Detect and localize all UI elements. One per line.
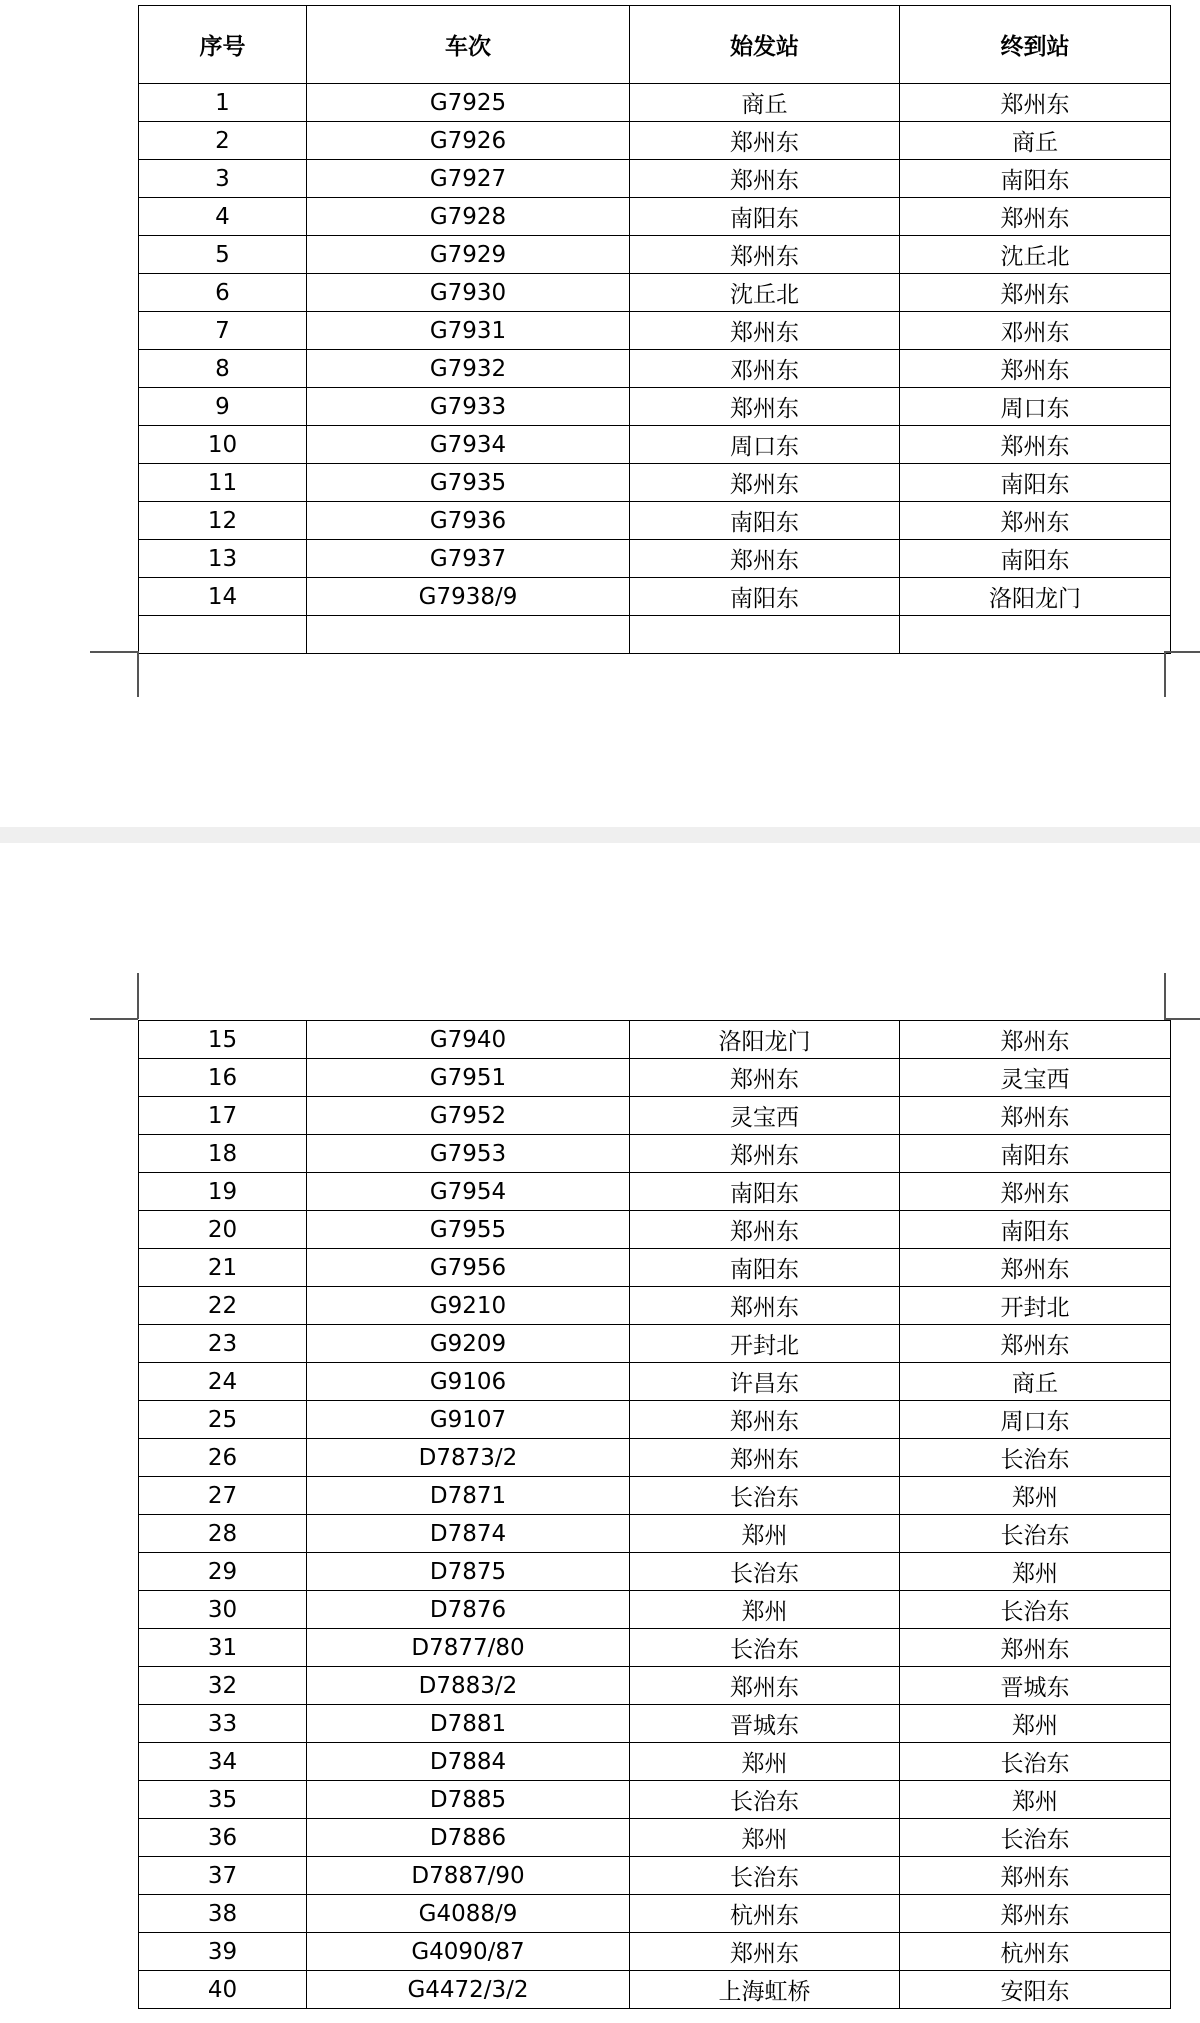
cell-train: G4088/9 [307,1895,630,1933]
cell-train: D7884 [307,1743,630,1781]
table-row [139,236,1171,274]
cell-no: 29 [139,1553,307,1591]
cell-train: G7938/9 [307,578,630,616]
margin-mark [90,651,138,653]
cell-from: 郑州东 [630,540,900,578]
cell-from: 上海虹桥 [630,1971,900,2009]
cell-no: 16 [139,1059,307,1097]
cell-to: 长治东 [900,1743,1171,1781]
cell-from: 杭州东 [630,1895,900,1933]
table-row [139,1477,1171,1515]
cell-train: G9210 [307,1287,630,1325]
table-row [139,1895,1171,1933]
table-row [139,1933,1171,1971]
cell-train: G4472/3/2 [307,1971,630,2009]
cell-from: 洛阳龙门 [630,1021,900,1059]
cell-from: 郑州东 [630,122,900,160]
cell-to: 南阳东 [900,464,1171,502]
cell-to: 郑州东 [900,502,1171,540]
cell-train: G7955 [307,1211,630,1249]
cell-from: 郑州东 [630,236,900,274]
table-row [139,84,1171,122]
cell-to: 郑州东 [900,84,1171,122]
cell-train: D7874 [307,1515,630,1553]
cell-from: 许昌东 [630,1363,900,1401]
cell-to: 长治东 [900,1439,1171,1477]
cell-no: 18 [139,1135,307,1173]
cell-no: 12 [139,502,307,540]
cell-train: G7934 [307,426,630,464]
cell-no: 17 [139,1097,307,1135]
margin-mark [137,973,139,1019]
cell-train: D7883/2 [307,1667,630,1705]
header-train: 车次 [307,6,630,84]
header-from: 始发站 [630,6,900,84]
cell-to: 郑州东 [900,1097,1171,1135]
table-row [139,1971,1171,2009]
cell-to: 郑州东 [900,1857,1171,1895]
cell-to: 郑州东 [900,1173,1171,1211]
cell-from: 郑州东 [630,1667,900,1705]
cell-no: 26 [139,1439,307,1477]
cell-no: 24 [139,1363,307,1401]
table-row [139,312,1171,350]
cell-from: 郑州 [630,1515,900,1553]
table-row [139,1249,1171,1287]
cell-from: 商丘 [630,84,900,122]
cell-from: 郑州东 [630,1135,900,1173]
cell-to: 郑州东 [900,1021,1171,1059]
cell-train: G7940 [307,1021,630,1059]
cell-no: 14 [139,578,307,616]
table-row [139,1515,1171,1553]
cell-from: 长治东 [630,1477,900,1515]
cell-to: 郑州 [900,1705,1171,1743]
table-row [139,1173,1171,1211]
cell-no: 13 [139,540,307,578]
cell-no: 1 [139,84,307,122]
table-row [139,160,1171,198]
train-schedule-table-continued [138,1020,1171,2009]
table-row [139,1629,1171,1667]
table-row [139,502,1171,540]
cell-from: 长治东 [630,1781,900,1819]
cell-to: 郑州 [900,1477,1171,1515]
cell-to: 郑州东 [900,1895,1171,1933]
cell-no: 32 [139,1667,307,1705]
cell-to: 南阳东 [900,160,1171,198]
cell-train: G7956 [307,1249,630,1287]
cell-no: 31 [139,1629,307,1667]
cell-to: 郑州东 [900,1629,1171,1667]
document-page-1 [0,0,1200,827]
cell-train: G7929 [307,236,630,274]
table-row [139,1781,1171,1819]
margin-mark [90,1018,138,1020]
table-row [139,1363,1171,1401]
cell-from: 郑州 [630,1819,900,1857]
cell-to: 郑州 [900,1553,1171,1591]
cell-to: 郑州东 [900,1249,1171,1287]
cell-train: D7871 [307,1477,630,1515]
cell-from: 郑州东 [630,1059,900,1097]
cell-to: 郑州 [900,1781,1171,1819]
table-row [139,426,1171,464]
cell-to [900,616,1171,654]
table-row [139,1819,1171,1857]
cell-no: 23 [139,1325,307,1363]
cell-no: 3 [139,160,307,198]
table-row [139,1401,1171,1439]
cell-no: 39 [139,1933,307,1971]
margin-mark [1164,651,1200,653]
cell-train: D7873/2 [307,1439,630,1477]
cell-to: 开封北 [900,1287,1171,1325]
cell-from: 邓州东 [630,350,900,388]
table-row [139,1705,1171,1743]
cell-from: 郑州东 [630,160,900,198]
cell-train: G7932 [307,350,630,388]
table-body-page-2 [139,1021,1171,2009]
cell-to: 安阳东 [900,1971,1171,2009]
cell-from: 周口东 [630,426,900,464]
table-row [139,578,1171,616]
cell-from: 灵宝西 [630,1097,900,1135]
table-row [139,1059,1171,1097]
cell-from: 郑州东 [630,312,900,350]
cell-no: 15 [139,1021,307,1059]
cell-to: 郑州东 [900,1325,1171,1363]
cell-from [630,616,900,654]
cell-train: G7951 [307,1059,630,1097]
cell-no: 21 [139,1249,307,1287]
cell-from: 长治东 [630,1857,900,1895]
cell-to: 郑州东 [900,274,1171,312]
cell-no: 35 [139,1781,307,1819]
cell-train: G7952 [307,1097,630,1135]
cell-to: 郑州东 [900,426,1171,464]
table-body-page-1 [139,84,1171,654]
cell-from: 郑州东 [630,1933,900,1971]
cell-from: 郑州东 [630,388,900,426]
cell-train: D7887/90 [307,1857,630,1895]
cell-no: 38 [139,1895,307,1933]
cell-train: D7885 [307,1781,630,1819]
cell-from: 郑州东 [630,1287,900,1325]
cell-from: 郑州东 [630,1401,900,1439]
cell-train: G9209 [307,1325,630,1363]
cell-no: 9 [139,388,307,426]
cell-train: G7931 [307,312,630,350]
train-schedule-table [138,5,1171,654]
cell-to: 沈丘北 [900,236,1171,274]
table-row [139,1325,1171,1363]
cell-from: 沈丘北 [630,274,900,312]
table-row [139,616,1171,654]
cell-train: G7954 [307,1173,630,1211]
cell-to: 邓州东 [900,312,1171,350]
cell-from: 郑州东 [630,1211,900,1249]
cell-no: 10 [139,426,307,464]
cell-no: 28 [139,1515,307,1553]
cell-no: 8 [139,350,307,388]
cell-from: 南阳东 [630,198,900,236]
header-to: 终到站 [900,6,1171,84]
cell-train: G7930 [307,274,630,312]
cell-to: 南阳东 [900,1135,1171,1173]
cell-train: G9106 [307,1363,630,1401]
header-no: 序号 [139,6,307,84]
table-row [139,350,1171,388]
cell-train: D7886 [307,1819,630,1857]
cell-no [139,616,307,654]
cell-train: G7927 [307,160,630,198]
cell-train: G9107 [307,1401,630,1439]
cell-no: 30 [139,1591,307,1629]
cell-train: G7937 [307,540,630,578]
cell-to: 郑州东 [900,350,1171,388]
cell-train: D7881 [307,1705,630,1743]
cell-to: 长治东 [900,1591,1171,1629]
cell-from: 郑州 [630,1591,900,1629]
table-row [139,1591,1171,1629]
cell-train: D7876 [307,1591,630,1629]
margin-mark [137,651,139,697]
cell-from: 郑州东 [630,1439,900,1477]
cell-from: 长治东 [630,1553,900,1591]
cell-from: 郑州 [630,1743,900,1781]
cell-to: 长治东 [900,1515,1171,1553]
cell-no: 20 [139,1211,307,1249]
cell-train [307,616,630,654]
cell-train: D7875 [307,1553,630,1591]
table-row [139,388,1171,426]
cell-to: 杭州东 [900,1933,1171,1971]
table-row [139,1287,1171,1325]
table-row [139,274,1171,312]
cell-no: 40 [139,1971,307,2009]
cell-to: 南阳东 [900,1211,1171,1249]
cell-from: 郑州东 [630,464,900,502]
cell-to: 商丘 [900,122,1171,160]
cell-train: D7877/80 [307,1629,630,1667]
cell-from: 南阳东 [630,502,900,540]
cell-train: G7933 [307,388,630,426]
cell-no: 11 [139,464,307,502]
cell-no: 19 [139,1173,307,1211]
table-header-row [139,6,1171,84]
table-row [139,1021,1171,1059]
cell-to: 洛阳龙门 [900,578,1171,616]
cell-to: 南阳东 [900,540,1171,578]
cell-no: 5 [139,236,307,274]
cell-from: 开封北 [630,1325,900,1363]
table-row [139,1211,1171,1249]
cell-no: 33 [139,1705,307,1743]
cell-from: 晋城东 [630,1705,900,1743]
cell-no: 22 [139,1287,307,1325]
cell-train: G4090/87 [307,1933,630,1971]
table-row [139,122,1171,160]
cell-from: 南阳东 [630,1173,900,1211]
margin-mark [1164,973,1166,1019]
table-row [139,540,1171,578]
cell-to: 晋城东 [900,1667,1171,1705]
table-row [139,1439,1171,1477]
cell-to: 长治东 [900,1819,1171,1857]
cell-to: 商丘 [900,1363,1171,1401]
table-row [139,1135,1171,1173]
cell-no: 7 [139,312,307,350]
table-row [139,1553,1171,1591]
table-row [139,1857,1171,1895]
cell-to: 灵宝西 [900,1059,1171,1097]
table-row [139,1743,1171,1781]
cell-to: 周口东 [900,388,1171,426]
table-row [139,1097,1171,1135]
cell-train: G7928 [307,198,630,236]
cell-no: 6 [139,274,307,312]
cell-no: 2 [139,122,307,160]
cell-from: 南阳东 [630,1249,900,1287]
cell-train: G7936 [307,502,630,540]
cell-to: 周口东 [900,1401,1171,1439]
cell-no: 34 [139,1743,307,1781]
cell-train: G7926 [307,122,630,160]
cell-to: 郑州东 [900,198,1171,236]
cell-no: 36 [139,1819,307,1857]
table-row [139,464,1171,502]
cell-no: 27 [139,1477,307,1515]
table-row [139,198,1171,236]
cell-from: 南阳东 [630,578,900,616]
cell-no: 37 [139,1857,307,1895]
cell-train: G7925 [307,84,630,122]
table-row [139,1667,1171,1705]
page-separator [0,827,1200,843]
cell-no: 25 [139,1401,307,1439]
cell-train: G7953 [307,1135,630,1173]
margin-mark [1164,651,1166,697]
cell-train: G7935 [307,464,630,502]
cell-no: 4 [139,198,307,236]
cell-from: 长治东 [630,1629,900,1667]
